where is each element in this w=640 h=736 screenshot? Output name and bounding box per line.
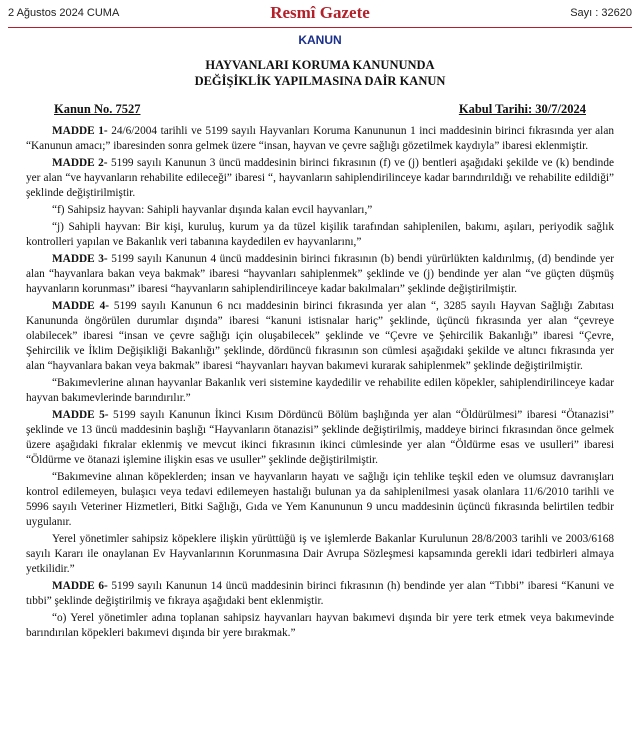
law-body (26, 124, 614, 643)
paragraph-text: “f) Sahipsiz hayvan: Sahipli hayvanlar dışında kalan evcil hayvanları,” (52, 204, 373, 216)
article-heading: MADDE 5- (52, 409, 109, 421)
law-paragraph (26, 252, 614, 297)
issue-number: Sayı : 32620 (570, 7, 632, 19)
paragraph-text: Yerel yönetimler sahipsiz köpeklere ilişkin yürüttüğü iş ve işlemlerde Bakanlar Kurulunun 28/8/2003 tarihli ve 2003/6168 sayılı Kararı ile onaylanan Ev Hayvanlarının Korunmasına Dair Avrupa Sözleşmesi kapsamında gerekli idari tedbirleri almaya yetkilidir.” (26, 533, 614, 575)
law-title (0, 57, 640, 89)
paragraph-text: 5199 sayılı Kanunun 4 üncü maddesinin birinci fıkrasının (b) bendi yürürlükten kaldırılmış, (d) bendinde yer alan “hayvanlara bakan veya bakmak” ibaresi “hayvanları sahiplenmek” şeklinde ve (j) bendinde yer alan “ve güçten düşmüş hayvanların korunması” ibaresi “hayvanların sahiplendirilinceye kadar bakılmaları” şeklinde değiştirilmiştir. (26, 253, 614, 295)
article-heading: MADDE 2- (52, 157, 108, 169)
law-title-line: HAYVANLARI KORUMA KANUNUNDA (205, 58, 435, 72)
law-paragraph (26, 408, 614, 468)
paragraph-text: 5199 sayılı Kanunun 3 üncü maddesinin birinci fıkrasının (f) ve (j) bentleri aşağıdaki şekilde ve (k) bendinde yer alan “ve hayvanların rehabilite edileceği” ibaresi “, hayvanların sahiplendirilinceye kadar barındırıldığı ve rehabilite edildiği” şeklinde değiştirilmiştir. (26, 157, 614, 199)
paragraph-text: “Bakımevlerine alınan hayvanlar Bakanlık veri sistemine kaydedilir ve rehabilite edilen köpekler, sahiplendirilinceye kadar hayvan bakımevlerinde barındırılır.” (26, 377, 614, 404)
acceptance-date: Kabul Tarihi: 30/7/2024 (458, 102, 586, 116)
law-paragraph (26, 220, 614, 250)
paragraph-text: “Bakımevine alınan köpeklerden; insan ve hayvanların hayatı ve sağlığı için tehlike teşkil eden ve olumsuz davranışları kontrol edilemeyen, bulaşıcı veya tedavi edilemeyen hastalığı bulunan ya da sahiplenilmesi yasak olanlara 11/6/2010 tarihli ve 5996 sayılı Veteriner Hizmetleri, Bitki Sağlığı, Gıda ve Yem Kanununun 9 uncu maddesinin üçüncü fıkrasında belirtilen tedbir uygulanır. (26, 471, 614, 528)
law-paragraph (26, 156, 614, 201)
paragraph-text: “j) Sahipli hayvan: Bir kişi, kuruluş, kurum ya da tüzel kişilik tarafından sahiplenilen, bakımı, aşıları, periyodik sağlık kontrolleri yapılan ve Bakanlık veri tabanına kaydedilen ev hayvanlarını,” (26, 221, 614, 248)
paragraph-text: 5199 sayılı Kanunun 6 ncı maddesinin birinci fıkrasında yer alan “, 3285 sayılı Hayvan Sağlığı Zabıtası Kanununda öngörülen durumlar dışında” ibaresi “kanuni istisnalar hariç” şeklinde, üçüncü fıkrasında yer alan “çevreye olabilecek” ibaresi “insan ve çevre sağlığı için oluşabilecek” şeklinde ve “Çevre ve Şehircilik Bakanlığı” ibaresi “Çevre, Şehircilik ve İklim Değişikliği Bakanlığı” şeklinde, dördüncü fıkrasının son cümlesi aşağıdaki şekilde ve altıncı fıkrasında yer alan “hayvanlara bakan veya bakmak” ibaresi “hayvanları hayvan bakımevi kurarak sahiplenmek” şeklinde değiştirilmiştir. (26, 300, 614, 372)
law-paragraph (26, 299, 614, 374)
paragraph-text: “o) Yerel yönetimler adına toplanan sahipsiz hayvanları hayvan bakımevi dışında bir yere terk etmek veya bakımevinde barındırılan köpekleri bakımevi dışında bir yere bırakmak.” (26, 612, 614, 639)
law-paragraph (26, 124, 614, 154)
article-heading: MADDE 4- (52, 300, 109, 312)
paragraph-text: 5199 sayılı Kanunun 14 üncü maddesinin birinci fıkrasının (h) bendinde yer alan “Tıbbi” ibaresi “Kanuni ve tıbbi” şeklinde değiştirilmiş ve fıkraya aşağıdaki bent eklenmiştir. (26, 580, 614, 607)
gazette-title: Resmî Gazete (270, 3, 370, 22)
header-divider (8, 27, 632, 28)
law-title-line: DEĞİŞİKLİK YAPILMASINA DAİR KANUN (194, 74, 446, 88)
paragraph-text: 24/6/2004 tarihli ve 5199 sayılı Hayvanları Koruma Kanununun 1 inci maddesinin birinci fıkrasında yer alan “Kanunun amacı;” ibaresinden sonra gelmek üzere “insan, hayvan ve çevre sağlığı gözetilmek kaydıyla” ibaresi eklenmiştir. (26, 125, 614, 152)
law-paragraph (26, 579, 614, 609)
article-heading: MADDE 6- (52, 580, 108, 592)
article-heading: MADDE 3- (52, 253, 108, 265)
law-paragraph (26, 611, 614, 641)
gazette-header (8, 3, 632, 25)
paragraph-text: 5199 sayılı Kanunun İkinci Kısım Dördüncü Bölüm başlığında yer alan “Öldürülmesi” ibaresi “Ötanazisi” şeklinde ve 13 üncü maddesinin başlığı “Hayvanların ötanazisi” şeklinde değiştirilmiş, maddeye birinci fıkrasından önce gelmek üzere aşağıdaki fıkralar eklenmiş ve mevcut ikinci fıkrasının ikinci cümlesinde yer alan “Öldürme esas ve usulleri” ibaresi “Öldürme ve ötanazi işlemine ilişkin esas ve usuller” şeklinde değiştirilmiştir. (26, 409, 614, 466)
article-heading: MADDE 1- (52, 125, 108, 137)
issue-date: 2 Ağustos 2024 CUMA (8, 7, 120, 19)
law-paragraph (26, 532, 614, 577)
section-label: KANUN (298, 33, 342, 47)
law-paragraph (26, 376, 614, 406)
law-paragraph (26, 470, 614, 530)
law-paragraph (26, 203, 614, 218)
law-meta (54, 102, 586, 118)
law-number: Kanun No. 7527 (54, 102, 141, 116)
